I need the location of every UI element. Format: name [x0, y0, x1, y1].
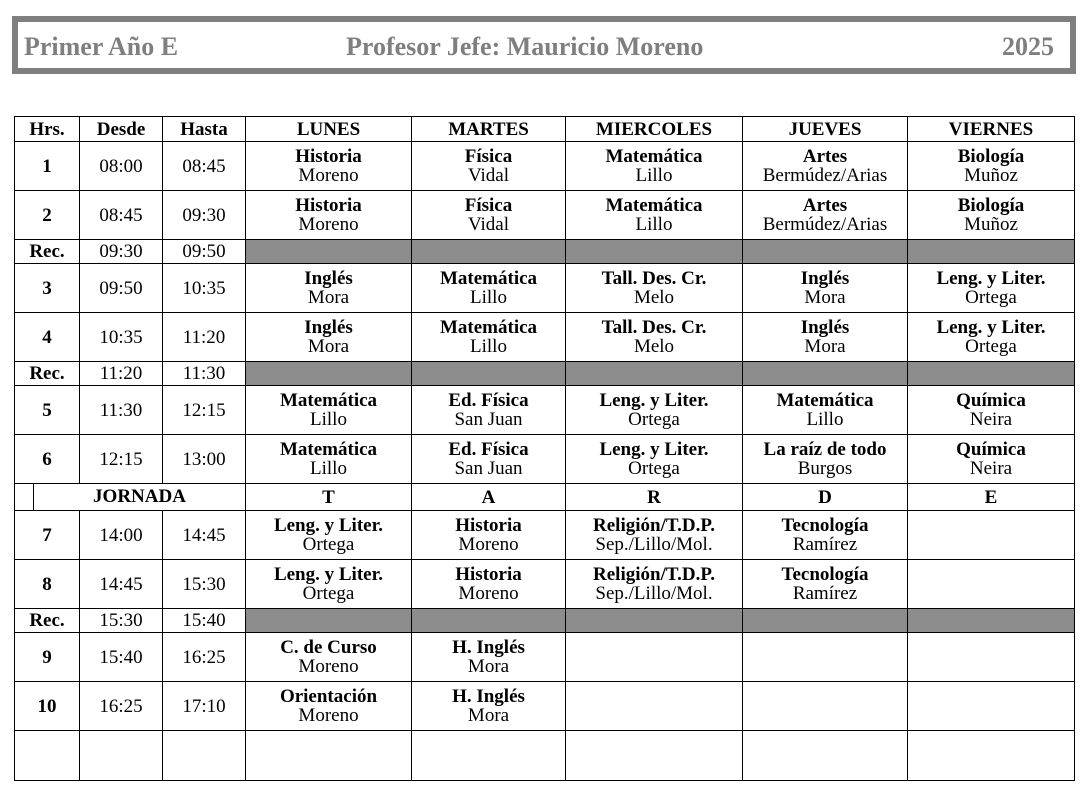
teacher: Sep./Lillo/Mol.	[595, 583, 713, 604]
course-name: Primer Año E	[24, 32, 179, 61]
class-cell	[246, 560, 412, 609]
subject: C. de Curso	[280, 637, 377, 658]
class-cell	[908, 435, 1075, 484]
subject: Leng. y Liter.	[273, 564, 384, 585]
recess-row	[15, 240, 1075, 264]
jornada-letter: D	[743, 484, 908, 511]
class-cell	[908, 682, 1075, 731]
subject: Tall. Des. Cr.	[601, 317, 707, 338]
column-header: JUEVES	[743, 117, 908, 142]
period-number: Rec.	[15, 609, 80, 633]
class-cell	[246, 682, 412, 731]
subject: Religión/T.D.P.	[593, 515, 715, 536]
jornada-row	[15, 484, 1075, 511]
timetable	[14, 116, 1075, 781]
class-cell	[412, 142, 566, 191]
class-cell	[566, 682, 743, 731]
column-header: Hasta	[163, 117, 246, 142]
subject: Matemática	[279, 439, 378, 460]
empty-cell	[80, 731, 163, 781]
class-cell	[743, 313, 908, 362]
column-header-row	[15, 117, 1075, 142]
class-cell	[412, 682, 566, 731]
class-cell	[743, 511, 908, 560]
period-row	[15, 264, 1075, 313]
head-teacher: Profesor Jefe: Mauricio Moreno	[346, 32, 704, 61]
class-cell	[246, 435, 412, 484]
teacher: Lillo	[470, 336, 507, 357]
empty-cell	[908, 731, 1075, 781]
class-cell	[246, 264, 412, 313]
teacher: Mora	[804, 287, 846, 308]
recess-cell	[412, 240, 566, 264]
teacher: Mora	[467, 656, 510, 677]
recess-cell	[743, 609, 908, 633]
subject: Biología	[957, 195, 1025, 216]
class-cell	[412, 511, 566, 560]
empty-cell	[246, 731, 412, 781]
teacher: Ortega	[628, 458, 680, 479]
class-cell	[908, 264, 1075, 313]
start-time: 08:00	[80, 142, 163, 191]
class-cell	[412, 633, 566, 682]
jornada-letter: T	[246, 484, 412, 511]
subject: Matemática	[279, 390, 378, 411]
jornada-text: JORNADA	[93, 486, 186, 507]
subject: Física	[464, 146, 513, 167]
end-time: 15:40	[163, 609, 246, 633]
class-cell	[246, 386, 412, 435]
class-cell	[908, 386, 1075, 435]
start-time: 11:20	[80, 362, 163, 386]
class-cell	[412, 435, 566, 484]
teacher: Vidal	[467, 165, 510, 186]
subject: Historia	[455, 515, 522, 536]
recess-cell	[908, 362, 1075, 386]
teacher: Ortega	[628, 409, 680, 430]
jornada-letter: A	[412, 484, 566, 511]
class-cell	[246, 313, 412, 362]
subject: Historia	[295, 195, 362, 216]
subject: Inglés	[800, 268, 850, 289]
class-cell	[743, 682, 908, 731]
recess-cell	[566, 240, 743, 264]
column-header: MIERCOLES	[566, 117, 743, 142]
period-number: 2	[15, 191, 80, 240]
period-number: 5	[15, 386, 80, 435]
column-header: Hrs.	[15, 117, 80, 142]
subject: Ed. Física	[448, 439, 529, 460]
class-cell	[246, 142, 412, 191]
recess-cell	[566, 362, 743, 386]
start-time: 10:35	[80, 313, 163, 362]
period-row	[15, 386, 1075, 435]
start-time: 11:30	[80, 386, 163, 435]
recess-cell	[246, 362, 412, 386]
class-cell	[743, 191, 908, 240]
class-cell	[743, 633, 908, 682]
class-cell	[566, 560, 743, 609]
subject: Ed. Física	[448, 390, 529, 411]
end-time: 13:00	[163, 435, 246, 484]
class-cell	[566, 313, 743, 362]
class-cell	[246, 633, 412, 682]
period-number: 8	[15, 560, 80, 609]
empty-cell	[15, 731, 80, 781]
teacher: Ortega	[965, 336, 1017, 357]
start-time: 16:25	[80, 682, 163, 731]
start-time: 14:00	[80, 511, 163, 560]
class-cell	[412, 560, 566, 609]
class-cell	[908, 142, 1075, 191]
subject: Religión/T.D.P.	[593, 564, 715, 585]
teacher: Lillo	[806, 409, 844, 430]
teacher: Moreno	[298, 214, 359, 235]
teacher: Moreno	[298, 705, 359, 726]
empty-row	[15, 731, 1075, 781]
class-cell	[246, 511, 412, 560]
recess-row	[15, 362, 1075, 386]
recess-cell	[246, 609, 412, 633]
period-row	[15, 313, 1075, 362]
subject: Matemática	[776, 390, 874, 411]
subject: Química	[956, 390, 1026, 411]
end-time: 12:15	[163, 386, 246, 435]
subject: Orientación	[279, 686, 378, 707]
subject: Tecnología	[781, 564, 869, 585]
class-cell	[743, 386, 908, 435]
class-cell	[743, 142, 908, 191]
teacher: Ortega	[302, 534, 355, 555]
class-cell	[566, 142, 743, 191]
class-cell	[908, 633, 1075, 682]
class-cell	[566, 191, 743, 240]
subject: Química	[956, 439, 1026, 460]
class-cell	[412, 386, 566, 435]
subject: Leng. y Liter.	[273, 515, 384, 536]
subject: Artes	[802, 195, 848, 216]
teacher: Ramírez	[792, 534, 858, 555]
class-cell	[412, 264, 566, 313]
subject: Historia	[295, 146, 362, 167]
jornada-label	[15, 484, 246, 511]
subject: Tall. Des. Cr.	[601, 268, 707, 289]
end-time: 09:30	[163, 191, 246, 240]
start-time: 09:30	[80, 240, 163, 264]
teacher: Melo	[633, 287, 675, 308]
empty-cell	[743, 731, 908, 781]
subject: Leng. y Liter.	[936, 317, 1046, 338]
teacher: Muñoz	[964, 214, 1018, 235]
empty-cell	[163, 731, 246, 781]
period-row	[15, 142, 1075, 191]
class-cell	[566, 633, 743, 682]
subject: Matemática	[439, 268, 538, 289]
class-cell	[743, 560, 908, 609]
class-cell	[908, 511, 1075, 560]
subject: Historia	[455, 564, 522, 585]
end-time: 17:10	[163, 682, 246, 731]
period-row	[15, 511, 1075, 560]
subject: Tecnología	[781, 515, 869, 536]
teacher: San Juan	[454, 409, 523, 430]
end-time: 08:45	[163, 142, 246, 191]
column-header: Desde	[80, 117, 163, 142]
end-time: 09:50	[163, 240, 246, 264]
period-row	[15, 633, 1075, 682]
class-cell	[743, 264, 908, 313]
teacher: Lillo	[470, 287, 507, 308]
subject: Leng. y Liter.	[936, 268, 1046, 289]
recess-cell	[743, 362, 908, 386]
teacher: Muñoz	[964, 165, 1018, 186]
teacher: Bermúdez/Arias	[762, 165, 888, 186]
class-cell	[908, 560, 1075, 609]
subject: Matemática	[605, 195, 703, 216]
class-cell	[743, 435, 908, 484]
empty-cell	[566, 731, 743, 781]
column-header: LUNES	[246, 117, 412, 142]
start-time: 12:15	[80, 435, 163, 484]
recess-cell	[566, 609, 743, 633]
end-time: 15:30	[163, 560, 246, 609]
teacher: Moreno	[458, 583, 519, 604]
period-number: 9	[15, 633, 80, 682]
start-time: 15:40	[80, 633, 163, 682]
period-number: Rec.	[15, 362, 80, 386]
subject: Biología	[957, 146, 1025, 167]
recess-cell	[246, 240, 412, 264]
recess-row	[15, 609, 1075, 633]
teacher: Neira	[969, 458, 1013, 479]
start-time: 09:50	[80, 264, 163, 313]
teacher: Burgos	[797, 458, 853, 479]
class-cell	[566, 511, 743, 560]
teacher: Lillo	[635, 214, 673, 235]
class-cell	[246, 191, 412, 240]
jornada-letter: E	[908, 484, 1075, 511]
subject: Matemática	[605, 146, 703, 167]
teacher: Neira	[969, 409, 1013, 430]
recess-cell	[412, 609, 566, 633]
teacher: Ortega	[302, 583, 355, 604]
class-cell	[412, 191, 566, 240]
period-number: 10	[15, 682, 80, 731]
class-cell	[566, 386, 743, 435]
period-number: 4	[15, 313, 80, 362]
period-number: 3	[15, 264, 80, 313]
teacher: Mora	[467, 705, 510, 726]
class-cell	[908, 313, 1075, 362]
subject: La raíz de todo	[763, 439, 887, 460]
teacher: Lillo	[310, 458, 347, 479]
end-time: 10:35	[163, 264, 246, 313]
period-number: 1	[15, 142, 80, 191]
column-header: VIERNES	[908, 117, 1075, 142]
jornada-letter: R	[566, 484, 743, 511]
teacher: Ortega	[965, 287, 1017, 308]
teacher: Sep./Lillo/Mol.	[595, 534, 713, 555]
period-number: Rec.	[15, 240, 80, 264]
teacher: San Juan	[454, 458, 523, 479]
school-year: 2025	[1002, 32, 1054, 61]
start-time: 14:45	[80, 560, 163, 609]
teacher: Ramírez	[792, 583, 858, 604]
recess-cell	[908, 609, 1075, 633]
period-row	[15, 560, 1075, 609]
subject: Física	[464, 195, 513, 216]
teacher: Lillo	[310, 409, 347, 430]
schedule-header	[12, 16, 1076, 74]
teacher: Mora	[307, 287, 350, 308]
subject: H. Inglés	[452, 686, 525, 707]
class-cell	[566, 264, 743, 313]
start-time: 15:30	[80, 609, 163, 633]
teacher: Lillo	[635, 165, 673, 186]
class-cell	[908, 191, 1075, 240]
teacher: Moreno	[298, 656, 359, 677]
subject: Leng. y Liter.	[599, 439, 709, 460]
teacher: Melo	[633, 336, 675, 357]
teacher: Bermúdez/Arias	[762, 214, 888, 235]
period-row	[15, 191, 1075, 240]
class-cell	[412, 313, 566, 362]
subject: Inglés	[304, 317, 353, 338]
empty-cell	[412, 731, 566, 781]
subject: H. Inglés	[452, 637, 525, 658]
period-number: 6	[15, 435, 80, 484]
subject: Matemática	[439, 317, 538, 338]
start-time: 08:45	[80, 191, 163, 240]
recess-cell	[908, 240, 1075, 264]
recess-cell	[743, 240, 908, 264]
end-time: 11:30	[163, 362, 246, 386]
end-time: 16:25	[163, 633, 246, 682]
period-number: 7	[15, 511, 80, 560]
class-cell	[566, 435, 743, 484]
end-time: 11:20	[163, 313, 246, 362]
subject: Inglés	[304, 268, 353, 289]
end-time: 14:45	[163, 511, 246, 560]
teacher: Moreno	[458, 534, 519, 555]
teacher: Moreno	[298, 165, 359, 186]
period-row	[15, 682, 1075, 731]
recess-cell	[412, 362, 566, 386]
period-row	[15, 435, 1075, 484]
teacher: Mora	[804, 336, 846, 357]
teacher: Mora	[307, 336, 350, 357]
column-header: MARTES	[412, 117, 566, 142]
teacher: Vidal	[467, 214, 510, 235]
subject: Artes	[802, 146, 848, 167]
subject: Leng. y Liter.	[599, 390, 709, 411]
subject: Inglés	[800, 317, 850, 338]
